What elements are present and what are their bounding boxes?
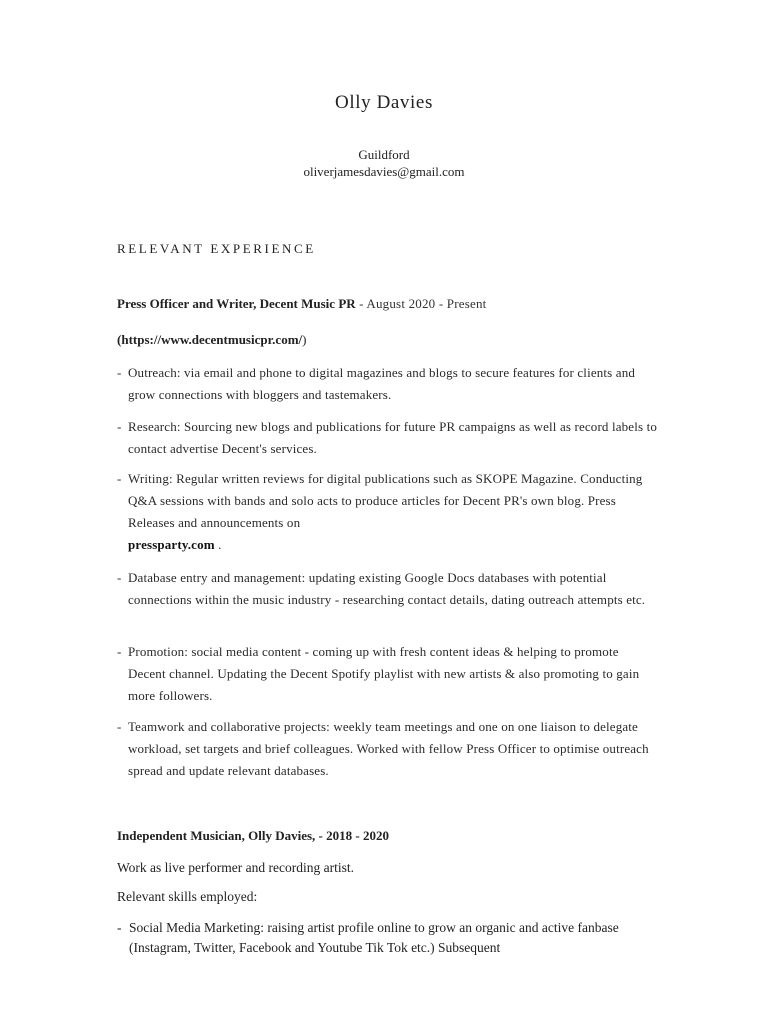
pressparty-link[interactable]: pressparty.com [128, 537, 215, 552]
url-close-paren: ) [302, 332, 307, 347]
job-dates: - August 2020 - Present [355, 296, 487, 311]
bullet-text: Teamwork and collaborative projects: weekly team meetings and one on one liaison to delegate workload, set targets and brief colleagues. Worked with fellow Press Officer to optimise outreach spread and update relevant databases. [128, 719, 649, 778]
job-title: Press Officer and Writer, Decent Music PR [117, 296, 356, 311]
bullet-text: Writing: Regular written reviews for digital publications such as SKOPE Magazine. Conducting Q&A sessions with bands and solo acts to produce articles for Decent PR's own blog. Press Releases and announcements on [128, 471, 643, 530]
candidate-name: Olly Davies [335, 92, 433, 113]
section-title: RELEVANT EXPERIENCE [117, 241, 316, 256]
job-heading [117, 828, 389, 844]
bullet-text: Database entry and management: updating existing Google Docs databases with potential connections within the music industry - researching contact details, dating outreach attempts etc. [128, 570, 646, 607]
bullet-text: Promotion: social media content - coming up with fresh content ideas & helping to promote Decent channel. Updating the Decent Spotify playlist with new artists & also promoting to gain more followers. [128, 644, 640, 703]
job-description: Work as live performer and recording artist. [117, 860, 354, 875]
list-item [117, 567, 657, 611]
list-item [117, 641, 657, 707]
list-item [117, 416, 657, 460]
job-dates: - 2018 - 2020 [315, 828, 389, 843]
bullet-dash: - [117, 471, 122, 486]
bullet-dash: - [117, 570, 122, 585]
company-url-link[interactable]: https://www.decentmusicpr.com/ [121, 332, 303, 347]
bullet-dash: - [117, 644, 122, 659]
bullet-text: Outreach: via email and phone to digital magazines and blogs to secure features for clients and grow connections with bloggers and tastemakers. [128, 365, 635, 402]
bullet-dash: - [117, 920, 122, 935]
job-heading [117, 296, 486, 312]
list-item [117, 918, 657, 958]
company-url-line [117, 332, 306, 348]
list-item [117, 362, 657, 406]
list-item [117, 468, 657, 556]
bullet-dash: - [117, 719, 122, 734]
job-title: Independent Musician, Olly Davies, [117, 828, 316, 843]
bullet-dash: - [117, 365, 122, 380]
bullet-tail: . [214, 537, 222, 552]
skills-label: Relevant skills employed: [117, 889, 258, 904]
email: oliverjamesdavies@gmail.com [303, 164, 465, 179]
bullet-text: Research: Sourcing new blogs and publications for future PR campaigns as well as record labels to contact advertise Decent's services. [128, 419, 658, 456]
bullet-text-block [128, 468, 657, 556]
bullet-dash: - [117, 419, 122, 434]
url-open-paren: ( [117, 332, 122, 347]
location: Guildford [358, 147, 410, 162]
bullet-text: Social Media Marketing: raising artist profile online to grow an organic and active fanbase (Instagram, Twitter, Facebook and Youtube Tik Tok etc.) Subsequent [129, 920, 619, 955]
list-item [117, 716, 657, 782]
